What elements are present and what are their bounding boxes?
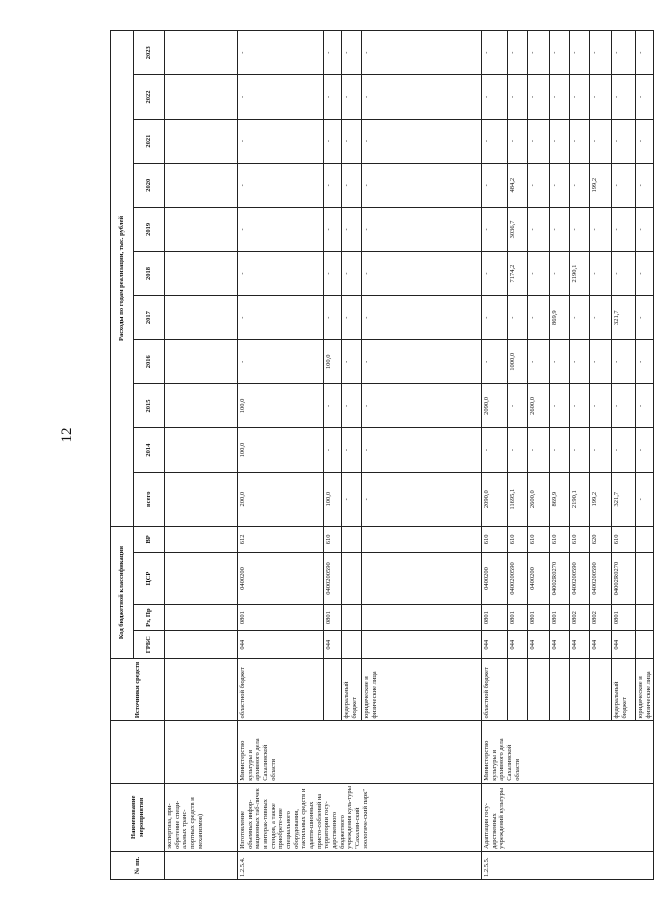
rzpr-code: 0802 xyxy=(570,605,590,631)
total-amount: 321,7 xyxy=(612,472,636,526)
year-amount: - xyxy=(342,384,362,428)
year-amount: - xyxy=(238,163,324,207)
col-name-header: Наименование мероприятия xyxy=(111,783,165,851)
vr-code xyxy=(362,526,482,552)
year-amount: - xyxy=(528,75,550,119)
year-amount: - xyxy=(636,251,654,295)
grbs-code xyxy=(636,631,654,659)
rzpr-code: 0801 xyxy=(612,605,636,631)
col-year-header: 2016 xyxy=(134,340,165,384)
rzpr-code xyxy=(342,605,362,631)
year-amount: - xyxy=(324,251,342,295)
year-amount: 484,2 xyxy=(508,163,528,207)
year-amount: - xyxy=(570,428,590,472)
continuation-empty-cell xyxy=(165,340,238,384)
year-amount: - xyxy=(482,296,508,340)
csr-code: 04002R0270 xyxy=(550,552,570,604)
csr-code xyxy=(342,552,362,604)
year-amount: - xyxy=(550,251,570,295)
funding-source: федеральный бюджет xyxy=(612,659,636,721)
continuation-empty-cell xyxy=(165,472,238,526)
continuation-empty-cell xyxy=(165,384,238,428)
year-amount: 7174,2 xyxy=(508,251,528,295)
col-budget-code-header: Код бюджетной классификации xyxy=(111,526,134,658)
year-amount: 321,7 xyxy=(612,296,636,340)
funding-source xyxy=(570,659,590,721)
vr-code: 610 xyxy=(528,526,550,552)
year-amount: - xyxy=(590,296,612,340)
year-amount: - xyxy=(342,207,362,251)
vr-code: 620 xyxy=(590,526,612,552)
col-year-header: 2023 xyxy=(134,31,165,75)
csr-code: 0400200 xyxy=(238,552,324,604)
table-body xyxy=(165,31,654,880)
year-amount: - xyxy=(590,384,612,428)
col-grbs-header: ГРБС xyxy=(134,631,165,659)
year-amount: - xyxy=(482,340,508,384)
year-amount: - xyxy=(508,384,528,428)
year-amount: - xyxy=(612,251,636,295)
csr-code xyxy=(636,552,654,604)
header-row-1 xyxy=(111,31,134,880)
csr-code xyxy=(362,552,482,604)
year-amount: - xyxy=(508,75,528,119)
year-amount: - xyxy=(482,428,508,472)
year-amount: - xyxy=(570,163,590,207)
year-amount: - xyxy=(482,251,508,295)
year-amount: - xyxy=(636,340,654,384)
csr-code: 0400200590 xyxy=(508,552,528,604)
col-total-header: всего xyxy=(134,472,165,526)
year-amount: - xyxy=(612,163,636,207)
rzpr-code: 0801 xyxy=(482,605,508,631)
grbs-code xyxy=(362,631,482,659)
year-amount: - xyxy=(342,296,362,340)
year-amount: - xyxy=(482,207,508,251)
col-expenses-header: Расходы по годам реализации, тыс. рублей xyxy=(111,31,134,527)
csr-code: 0400200590 xyxy=(324,552,342,604)
executor: Министерство культуры и архивного дела Сахалинской области xyxy=(238,721,482,783)
continuation-empty-cell xyxy=(165,75,238,119)
year-amount: - xyxy=(590,119,612,163)
vr-code: 610 xyxy=(612,526,636,552)
continuation-empty-cell xyxy=(165,659,238,721)
col-rzpr-header: Рз, Пр xyxy=(134,605,165,631)
year-amount: - xyxy=(636,163,654,207)
total-amount: 2190,1 xyxy=(570,472,590,526)
year-amount: - xyxy=(362,428,482,472)
total-amount: 2600,0 xyxy=(528,472,550,526)
year-amount: - xyxy=(550,31,570,75)
year-amount: - xyxy=(362,251,482,295)
year-amount: - xyxy=(528,251,550,295)
year-amount: - xyxy=(482,75,508,119)
year-amount: - xyxy=(482,119,508,163)
csr-code: 0400200590 xyxy=(590,552,612,604)
year-amount: - xyxy=(342,428,362,472)
budget-table xyxy=(110,30,654,880)
year-amount: - xyxy=(570,207,590,251)
year-amount: 2090,0 xyxy=(482,384,508,428)
year-amount: - xyxy=(324,296,342,340)
col-csr-header: ЦСР xyxy=(134,552,165,604)
year-amount: - xyxy=(482,163,508,207)
year-amount: - xyxy=(550,163,570,207)
col-year-header: 2017 xyxy=(134,296,165,340)
continuation-empty-cell xyxy=(165,428,238,472)
year-amount: - xyxy=(238,251,324,295)
year-amount: - xyxy=(590,75,612,119)
year-amount: - xyxy=(324,119,342,163)
year-amount: - xyxy=(324,75,342,119)
year-amount: - xyxy=(324,384,342,428)
col-year-header: 2022 xyxy=(134,75,165,119)
year-amount: - xyxy=(570,384,590,428)
funding-source: областной бюджет xyxy=(482,659,508,721)
year-amount: 1000,0 xyxy=(508,340,528,384)
funding-source: областной бюджет xyxy=(238,659,324,721)
year-amount: 869,9 xyxy=(550,296,570,340)
year-amount: - xyxy=(324,31,342,75)
year-amount: - xyxy=(238,119,324,163)
col-year-header: 2019 xyxy=(134,207,165,251)
col-sources-header: Источники средств xyxy=(111,659,165,721)
col-executor-header xyxy=(111,721,165,783)
total-amount: 869,9 xyxy=(550,472,570,526)
year-amount: - xyxy=(528,296,550,340)
rzpr-code: 0801 xyxy=(550,605,570,631)
continuation-empty-cell xyxy=(165,251,238,295)
year-amount: - xyxy=(612,31,636,75)
year-amount: - xyxy=(590,428,612,472)
year-amount: - xyxy=(570,31,590,75)
year-amount: - xyxy=(612,75,636,119)
funding-source xyxy=(324,659,342,721)
continuation-name-cell: экспертиза, при-обретение специ-альных транс-портных средств и механизмов) xyxy=(165,783,238,851)
total-amount: 199,2 xyxy=(590,472,612,526)
year-amount: - xyxy=(612,119,636,163)
csr-code: 0400200 xyxy=(482,552,508,604)
rzpr-code: 0801 xyxy=(238,605,324,631)
col-year-header: 2014 xyxy=(134,428,165,472)
executor: Министерство культуры и архивного дела Сахалинской области xyxy=(482,721,654,783)
year-amount: - xyxy=(612,340,636,384)
measure-name: Адаптация госу-дарственных учреждений культуры xyxy=(482,783,654,851)
measure-name: Изготовление объемных инфор-мационных таб-личек и интерак-тивных стендов, а также приобрете-ние специального оборудования, тактильных средств и адапти-шионных присто-соблений на территории госу-дарственного бюджетного учреждения куль-туры "Сахалин-ский зоологиче-ский парк" xyxy=(238,783,482,851)
grbs-code: 044 xyxy=(324,631,342,659)
row-number: 1.2.5.4. xyxy=(238,851,482,879)
year-amount: - xyxy=(528,428,550,472)
year-amount: - xyxy=(342,119,362,163)
rzpr-code xyxy=(362,605,482,631)
year-amount: - xyxy=(342,251,362,295)
year-amount: - xyxy=(342,31,362,75)
year-amount: - xyxy=(612,428,636,472)
year-amount: - xyxy=(324,428,342,472)
vr-code: 612 xyxy=(238,526,324,552)
year-amount: - xyxy=(550,428,570,472)
funding-source xyxy=(508,659,528,721)
vr-code: 610 xyxy=(324,526,342,552)
page-number: 12 xyxy=(59,427,75,443)
table-row xyxy=(238,31,324,880)
grbs-code: 044 xyxy=(590,631,612,659)
rzpr-code: 0801 xyxy=(528,605,550,631)
grbs-code: 044 xyxy=(550,631,570,659)
table-row xyxy=(482,31,508,880)
funding-source: федеральный бюджет xyxy=(342,659,362,721)
total-amount: - xyxy=(342,472,362,526)
year-amount: - xyxy=(362,31,482,75)
grbs-code: 044 xyxy=(570,631,590,659)
year-amount: - xyxy=(590,251,612,295)
rzpr-code: 0801 xyxy=(324,605,342,631)
vr-code xyxy=(636,526,654,552)
vr-code: 610 xyxy=(550,526,570,552)
year-amount: 100,0 xyxy=(238,428,324,472)
year-amount: - xyxy=(528,119,550,163)
csr-code: 04002R0270 xyxy=(612,552,636,604)
year-amount: - xyxy=(238,296,324,340)
year-amount: - xyxy=(342,163,362,207)
year-amount: - xyxy=(636,207,654,251)
year-amount: 2600,0 xyxy=(528,384,550,428)
funding-source: юридические и физические лица xyxy=(362,659,482,721)
continuation-empty-cell xyxy=(165,296,238,340)
total-amount: - xyxy=(362,472,482,526)
year-amount: - xyxy=(324,207,342,251)
year-amount: 3036,7 xyxy=(508,207,528,251)
year-amount: - xyxy=(636,119,654,163)
year-amount: - xyxy=(342,75,362,119)
year-amount: - xyxy=(528,163,550,207)
row-number: 1.2.5.5. xyxy=(482,851,654,879)
year-amount: - xyxy=(550,340,570,384)
funding-source xyxy=(550,659,570,721)
year-amount: - xyxy=(362,119,482,163)
continuation-empty-cell xyxy=(165,721,238,783)
year-amount: - xyxy=(636,75,654,119)
year-amount: - xyxy=(362,163,482,207)
continuation-empty-cell xyxy=(165,207,238,251)
year-amount: - xyxy=(590,31,612,75)
csr-code: 0400200 xyxy=(528,552,550,604)
year-amount: - xyxy=(636,296,654,340)
year-amount: - xyxy=(612,384,636,428)
year-amount: - xyxy=(612,207,636,251)
vr-code: 610 xyxy=(508,526,528,552)
year-amount: 199,2 xyxy=(590,163,612,207)
total-amount: 2090,0 xyxy=(482,472,508,526)
funding-source xyxy=(528,659,550,721)
year-amount: - xyxy=(362,340,482,384)
year-amount: - xyxy=(362,384,482,428)
grbs-code: 044 xyxy=(508,631,528,659)
year-amount: - xyxy=(590,340,612,384)
total-amount: 100,0 xyxy=(324,472,342,526)
rzpr-code: 0801 xyxy=(508,605,528,631)
continuation-empty-cell xyxy=(165,163,238,207)
continuation-empty-cell xyxy=(165,605,238,631)
grbs-code xyxy=(342,631,362,659)
year-amount: - xyxy=(636,31,654,75)
year-amount: - xyxy=(528,340,550,384)
year-amount: - xyxy=(342,340,362,384)
col-vr-header: ВР xyxy=(134,526,165,552)
col-year-header: 2018 xyxy=(134,251,165,295)
year-amount: - xyxy=(570,340,590,384)
year-amount: - xyxy=(528,31,550,75)
year-amount: - xyxy=(636,428,654,472)
year-amount: - xyxy=(508,428,528,472)
year-amount: 100,0 xyxy=(238,384,324,428)
funding-source xyxy=(590,659,612,721)
year-amount: - xyxy=(550,207,570,251)
col-year-header: 2020 xyxy=(134,163,165,207)
continuation-num-cell xyxy=(165,851,238,879)
col-year-header: 2015 xyxy=(134,384,165,428)
continuation-empty-cell xyxy=(165,526,238,552)
year-amount: - xyxy=(550,119,570,163)
year-amount: - xyxy=(362,207,482,251)
year-amount: - xyxy=(550,75,570,119)
year-amount: - xyxy=(636,384,654,428)
year-amount: - xyxy=(508,31,528,75)
vr-code: 610 xyxy=(482,526,508,552)
csr-code: 0400200590 xyxy=(570,552,590,604)
grbs-code: 044 xyxy=(482,631,508,659)
year-amount: - xyxy=(482,31,508,75)
year-amount: - xyxy=(324,163,342,207)
continuation-empty-cell xyxy=(165,552,238,604)
continuation-row xyxy=(165,31,238,880)
vr-code xyxy=(342,526,362,552)
year-amount: - xyxy=(508,296,528,340)
rotated-table-stage xyxy=(110,30,652,880)
total-amount: - xyxy=(636,472,654,526)
year-amount: - xyxy=(362,75,482,119)
total-amount: 11695,1 xyxy=(508,472,528,526)
continuation-empty-cell xyxy=(165,631,238,659)
year-amount: - xyxy=(570,296,590,340)
col-year-header: 2021 xyxy=(134,119,165,163)
vr-code: 610 xyxy=(570,526,590,552)
total-amount: 200,0 xyxy=(238,472,324,526)
year-amount: - xyxy=(570,119,590,163)
year-amount: - xyxy=(238,75,324,119)
continuation-empty-cell xyxy=(165,31,238,75)
continuation-empty-cell xyxy=(165,119,238,163)
year-amount: - xyxy=(362,296,482,340)
year-amount: - xyxy=(238,207,324,251)
rzpr-code xyxy=(636,605,654,631)
col-num-header: № пп. xyxy=(111,851,165,879)
year-amount: - xyxy=(590,207,612,251)
year-amount: 2190,1 xyxy=(570,251,590,295)
grbs-code: 044 xyxy=(238,631,324,659)
year-amount: - xyxy=(508,119,528,163)
funding-source: юридические и физические лица xyxy=(636,659,654,721)
year-amount: - xyxy=(550,384,570,428)
year-amount: 100,0 xyxy=(324,340,342,384)
grbs-code: 044 xyxy=(612,631,636,659)
year-amount: - xyxy=(528,207,550,251)
year-amount: - xyxy=(238,31,324,75)
grbs-code: 044 xyxy=(528,631,550,659)
year-amount: - xyxy=(238,340,324,384)
year-amount: - xyxy=(570,75,590,119)
rzpr-code: 0802 xyxy=(590,605,612,631)
